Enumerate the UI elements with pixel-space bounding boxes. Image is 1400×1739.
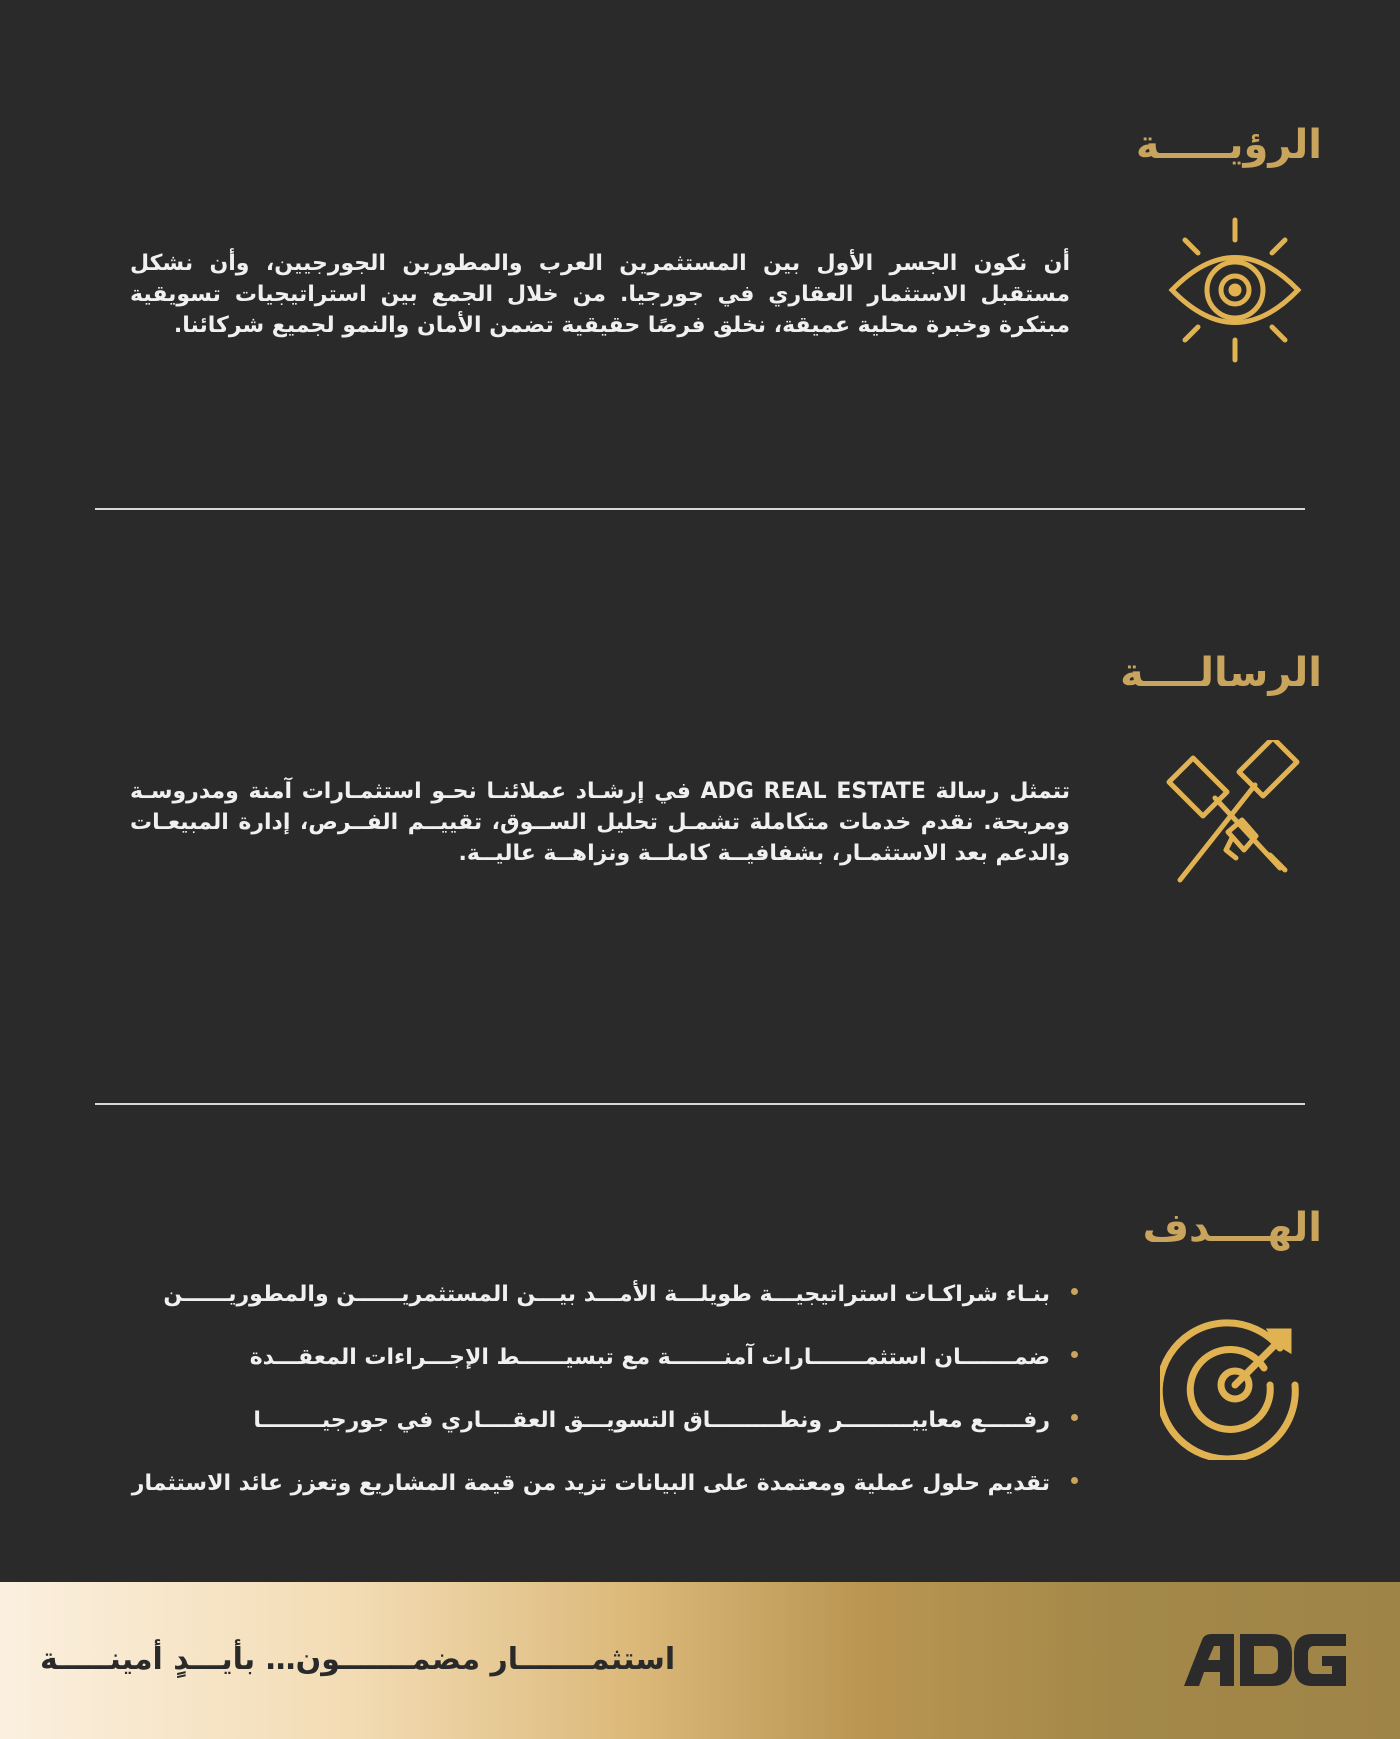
bullet-icon xyxy=(1071,1288,1078,1295)
vision-text: أن نكون الجسر الأول بين المستثمرين العرب والمطورين الجورجيين، وأن نشكل مستقبل الاستثمار العقاري في جورجيا. من خلال الجمع بين استراتيجيات تسويقية مبتكرة وخبرة محلية عميقة، نخلق فرصًا حقيقية تضمن الأمان والنمو لجميع شركائنا. xyxy=(130,251,1070,338)
target-arrow-icon xyxy=(1160,1310,1310,1460)
vision-title: الرؤيـــــة xyxy=(1135,122,1322,168)
list-item: ضمـــــــان استثمـــــــارات آمنـــــــة مع تبسيــــــط الإجـــراءات المعقـــدة xyxy=(90,1343,1050,1406)
mission-title: الرسالــــة xyxy=(1120,650,1322,696)
section-divider xyxy=(95,508,1305,510)
bullet-icon xyxy=(1071,1477,1078,1484)
adg-logo xyxy=(1180,1630,1350,1690)
bullet-icon xyxy=(1071,1351,1078,1358)
goal-title: الهــــدف xyxy=(1142,1205,1322,1251)
goal-list xyxy=(90,1280,1050,1532)
list-item: تقديم حلول عملية ومعتمدة على البيانات تزيد من قيمة المشاريع وتعزز عائد الاستثمار xyxy=(90,1469,1050,1532)
list-item: بنـاء شراكـات استراتيجيـــة طويلـــة الأمـــد بيـــن المستثمريــــــن والمطوريــــــن xyxy=(90,1280,1050,1343)
bullet-icon xyxy=(1071,1414,1078,1421)
list-item: رفـــــع معاييـــــــــر ونطـــــــــاق التسويـــق العقــــاري في جورجيــــــــا xyxy=(90,1406,1050,1469)
footer-banner xyxy=(0,1582,1400,1739)
mission-text: تتمثل رسالة ADG REAL ESTATE في إرشـاد عملائنـا نحـو استثمـارات آمنة ومدروسـة ومربحة. نقدم خدمات متكاملة تشمـل تحليل الســوق، تقييــم الفــرص، إدارة المبيعـات والدعم بعد الاستثمـار، بشفافيــة كاملــة ونزاهــة عاليــة. xyxy=(130,779,1070,866)
section-divider xyxy=(95,1103,1305,1105)
footer-slogan: استثمـــــــار مضمـــــــون… بأيـــدٍ أمينـــــة xyxy=(40,1642,676,1677)
eye-icon xyxy=(1160,215,1310,365)
hammers-icon xyxy=(1160,740,1310,890)
